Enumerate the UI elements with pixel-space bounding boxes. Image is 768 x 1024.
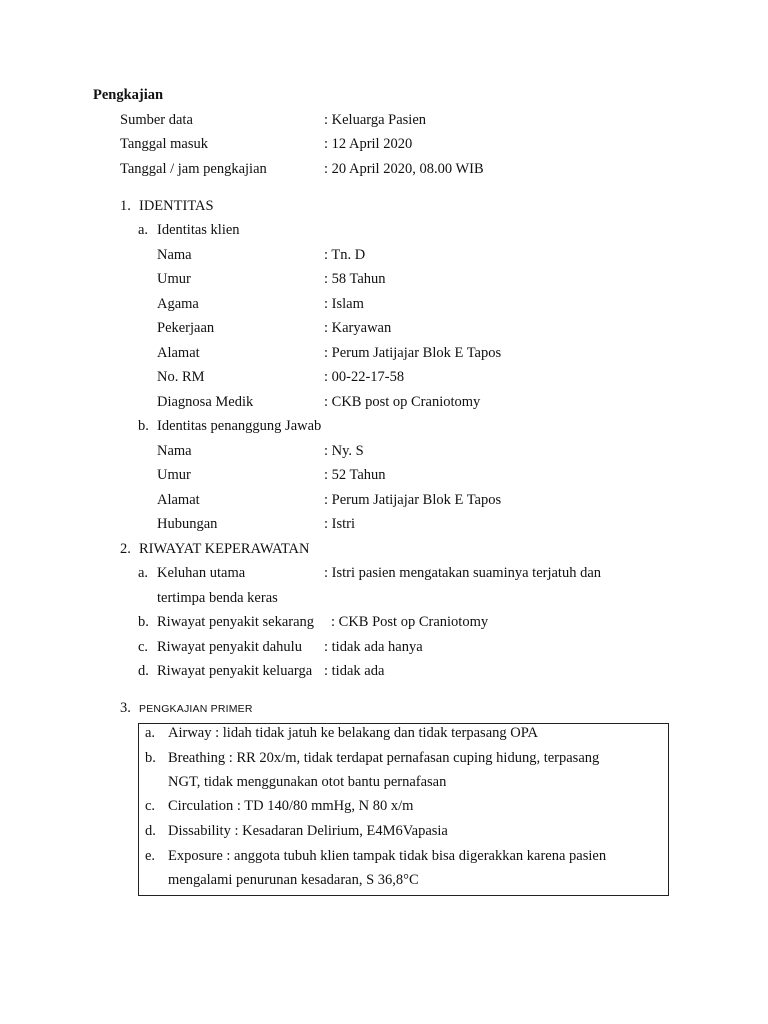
subsection-letter: a. (138, 222, 149, 238)
field-label: Hubungan (157, 516, 218, 532)
assessment-item-continuation: NGT, tidak menggunakan otot bantu pernafasan (168, 774, 447, 790)
field-value: : Istri pasien mengatakan suaminya terjatuh dan (324, 565, 602, 581)
field-value: : CKB post op Craniotomy (324, 394, 481, 410)
meta-label: Tanggal / jam pengkajian (120, 161, 267, 177)
field-label: Agama (157, 296, 199, 312)
meta-value: : 12 April 2020 (324, 136, 413, 152)
field-label: Alamat (157, 345, 200, 361)
list-letter: a. (145, 725, 156, 741)
field-label: Riwayat penyakit dahulu (157, 639, 302, 655)
list-letter: d. (145, 823, 156, 839)
field-label: Riwayat penyakit sekarang (157, 614, 315, 630)
subsection-title: Identitas klien (157, 222, 240, 238)
field-value: : 52 Tahun (324, 467, 386, 483)
field-value: : Tn. D (324, 247, 366, 263)
meta-value: : 20 April 2020, 08.00 WIB (324, 161, 484, 177)
field-label: Umur (157, 467, 191, 483)
field-value: : Islam (324, 296, 364, 312)
field-value: : CKB Post op Craniotomy (331, 614, 489, 630)
field-value: : 00-22-17-58 (324, 369, 405, 385)
field-label: Alamat (157, 492, 200, 508)
list-letter: c. (138, 639, 149, 655)
section-title: IDENTITAS (139, 198, 214, 214)
field-label: Nama (157, 443, 192, 459)
meta-label: Sumber data (120, 112, 193, 128)
meta-label: Tanggal masuk (120, 136, 208, 152)
field-value: : tidak ada (324, 663, 385, 679)
field-label: Umur (157, 271, 191, 287)
list-letter: a. (138, 565, 149, 581)
field-label: Pekerjaan (157, 320, 215, 336)
list-letter: e. (145, 848, 156, 864)
field-label: Nama (157, 247, 192, 263)
list-letter: d. (138, 663, 149, 679)
document-title: Pengkajian (93, 87, 164, 103)
section-number: 2. (120, 541, 131, 557)
field-value: : tidak ada hanya (324, 639, 423, 655)
section-title: RIWAYAT KEPERAWATAN (139, 541, 310, 557)
field-value: : Perum Jatijajar Blok E Tapos (324, 345, 502, 361)
assessment-item-continuation: mengalami penurunan kesadaran, S 36,8°C (168, 872, 419, 888)
field-value: : Ny. S (324, 443, 364, 459)
list-letter: b. (145, 750, 156, 766)
field-value-continuation: tertimpa benda keras (157, 590, 278, 606)
field-label: Diagnosa Medik (157, 394, 254, 410)
assessment-item: Exposure : anggota tubuh klien tampak tidak bisa digerakkan karena pasien (168, 848, 607, 864)
field-label: Riwayat penyakit keluarga (157, 663, 313, 679)
assessment-item: Airway : lidah tidak jatuh ke belakang dan tidak terpasang OPA (168, 725, 538, 741)
assessment-item: Circulation : TD 140/80 mmHg, N 80 x/m (168, 798, 414, 814)
subsection-title: Identitas penanggung Jawab (157, 418, 322, 434)
assessment-item: Breathing : RR 20x/m, tidak terdapat pernafasan cuping hidung, terpasang (168, 750, 600, 766)
section-number: 3. (120, 700, 131, 716)
field-value: : Karyawan (324, 320, 392, 336)
section-number: 1. (120, 198, 131, 214)
field-value: : Perum Jatijajar Blok E Tapos (324, 492, 502, 508)
field-label: No. RM (157, 369, 205, 385)
subsection-letter: b. (138, 418, 149, 434)
field-label: Keluhan utama (157, 565, 246, 581)
field-value: : Istri (324, 516, 356, 532)
list-letter: c. (145, 798, 156, 814)
meta-value: : Keluarga Pasien (324, 112, 427, 128)
list-letter: b. (138, 614, 149, 630)
section-title: PENGKAJIAN PRIMER (139, 703, 253, 715)
field-value: : 58 Tahun (324, 271, 386, 287)
assessment-item: Dissability : Kesadaran Delirium, E4M6Vapasia (168, 823, 448, 839)
